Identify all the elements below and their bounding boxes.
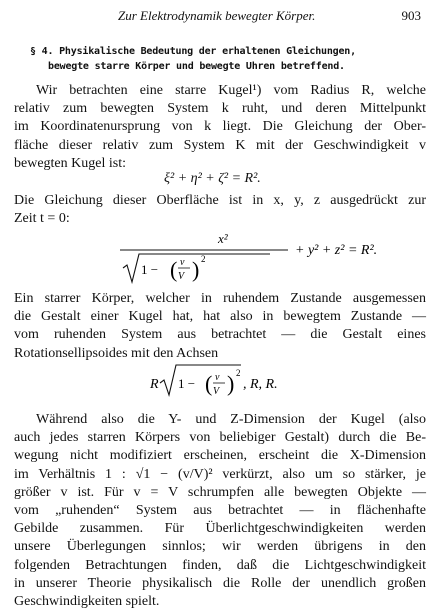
text-line: vom ruhenden System aus betrachtet — die Gestalt eines [14, 327, 426, 343]
text-line: im Koordinatenursprung von k liegt. Die Gleichung der Ober- [14, 119, 426, 135]
text-line: Während also die Y- und Z-Dimension der Kugel (also [36, 412, 426, 427]
running-header-title: Zur Elektrodynamik bewegter Körper. [118, 8, 316, 23]
eq2-V: V [178, 271, 185, 282]
text-line: Rotationsellipsoides mit den Achsen [14, 345, 219, 361]
equation-axes [146, 363, 346, 403]
text-line: fläche dieser relativ zum System K mit der Geschwindigkeit v [14, 137, 426, 153]
eq2-v: v [180, 257, 185, 268]
eq2-tail: + y² + z² = R². [295, 243, 378, 258]
section-heading-line-1: § 4. Physikalische Bedeutung der erhaltenen Gleichungen, [30, 46, 356, 57]
paragraph-1 [14, 82, 426, 173]
text-line: relativ zum bewegten System k ruht, und deren Mittelpunkt [14, 101, 426, 117]
paragraph-4 [14, 411, 426, 611]
eq2-paren-close: ) [192, 257, 200, 282]
section-heading-line-2: bewegte starre Körper und bewegte Uhren betreffend. [48, 61, 345, 72]
text-line: wegung nicht modifiziert erscheinen, erscheint die X-Dimension [14, 448, 426, 464]
text-line: größer v ist. Für v = V schrumpfen alle bewegten Objekte — [14, 484, 426, 500]
eq2-exponent: 2 [201, 254, 206, 264]
equation-sphere: ξ² + η² + ζ² = R². [164, 171, 261, 186]
text-line: Geschwindigkeiten spielt. [14, 594, 160, 610]
page-number: 903 [401, 8, 421, 23]
text-line: folgenden Betrachtungen finden, daß die Lichtgeschwindigkeit [14, 557, 426, 573]
text-line: auch jedes starren Körpers von beliebiger Gestalt) durch die Be- [14, 430, 426, 446]
eq3-v: v [215, 372, 220, 383]
eq3-V: V [213, 386, 220, 397]
text-line: Die Gleichung dieser Oberfläche ist in x, y, z ausgedrückt zur [14, 193, 426, 208]
text-line: vom „ruhenden“ System aus betrachtet — in flächenhafte [14, 503, 426, 519]
equation-ellipsoid [120, 232, 420, 288]
text-line: Zeit t = 0: [14, 211, 70, 227]
text-line: unsere Überlegungen sinnlos; wir werden übrigens in den [14, 539, 426, 555]
text-line: in unserer Theorie physikalisch die Rolle der unendlich großen [14, 575, 426, 591]
text-line: Ein starrer Körper, welcher in ruhendem Zustande ausgemessen [14, 291, 426, 306]
text-line: im Verhältnis 1 : √1 − (v/V)² verkürzt, also um so stärker, je [14, 466, 426, 482]
text-line: bewegten Kugel ist: [14, 155, 126, 171]
paragraph-2 [14, 192, 426, 228]
eq3-R: R [150, 377, 159, 392]
eq2-paren-open: ( [170, 257, 178, 282]
text-line: die Gestalt einer Kugel hat, hat also in bewegtem Zustande — [14, 309, 426, 325]
paragraph-3 [14, 290, 426, 363]
text-line: Gebilde zusammen. Für Überlichtgeschwindigkeiten werden [14, 521, 426, 537]
eq3-tail: , R, R. [243, 377, 278, 392]
eq3-one: 1 − [178, 376, 196, 391]
section-heading [30, 44, 425, 74]
eq3-exponent: 2 [236, 368, 241, 378]
text-line: Wir betrachten eine starre Kugel¹) vom Radius R, welche [36, 83, 426, 98]
eq3-paren-open: ( [205, 371, 213, 396]
eq3-paren-close: ) [227, 371, 235, 396]
eq2-den-one: 1 − [141, 262, 159, 277]
eq2-numerator: x² [218, 231, 228, 246]
